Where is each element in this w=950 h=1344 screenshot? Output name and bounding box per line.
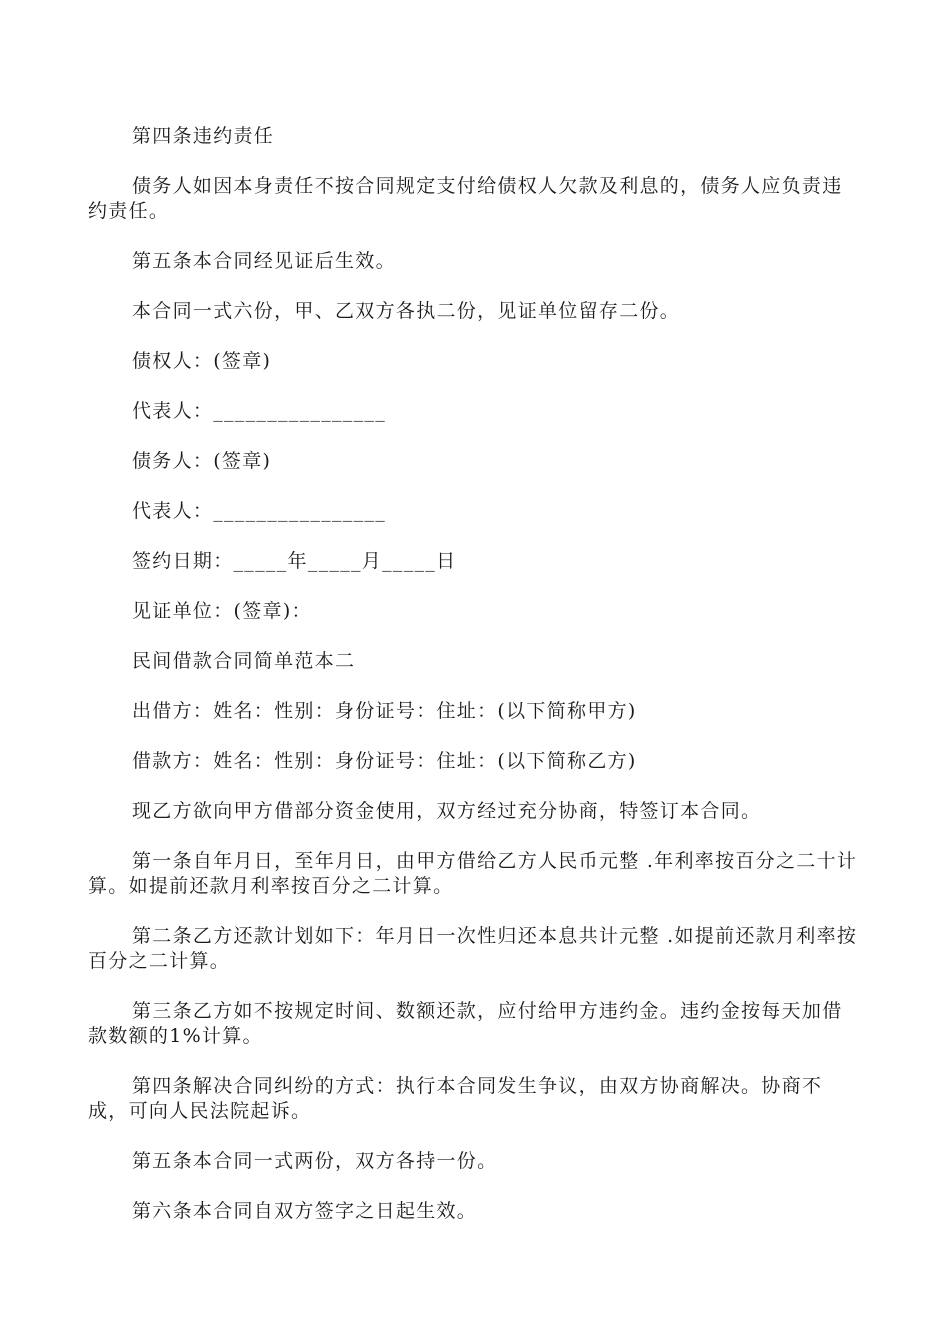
paragraph-clause-2: 第二条乙方还款计划如下：年月日一次性归还本息共计元整 .如提前还款月利率按百分之二计算。 bbox=[88, 925, 858, 972]
paragraph-breach-liability: 债务人如因本身责任不按合同规定支付给债权人欠款及利息的，债务人应负责违约责任。 bbox=[88, 175, 843, 222]
paragraph-intro: 现乙方欲向甲方借部分资金使用，双方经过充分协商，特签订本合同。 bbox=[132, 800, 762, 822]
paragraph-article-5: 第五条本合同经见证后生效。 bbox=[132, 250, 396, 272]
paragraph-copies: 本合同一式六份，甲、乙双方各执二份，见证单位留存二份。 bbox=[132, 300, 681, 322]
paragraph-creditor-representative: 代表人：________________ bbox=[132, 400, 386, 422]
paragraph-clause-1: 第一条自年月日，至年月日，由甲方借给乙方人民币元整 .年利率按百分之二十计算。如提前还款月利率按百分之二计算。 bbox=[88, 850, 858, 897]
paragraph-clause-3: 第三条乙方如不按规定时间、数额还款，应付给甲方违约金。违约金按每天加借款数额的1%计算。 bbox=[88, 1000, 843, 1047]
paragraph-witness-unit: 见证单位：(签章)： bbox=[132, 600, 312, 622]
paragraph-borrower: 借款方：姓名：性别：身份证号：住址：(以下简称乙方) bbox=[132, 750, 637, 772]
paragraph-debtor-representative: 代表人：________________ bbox=[132, 500, 386, 522]
paragraph-lender: 出借方：姓名：性别：身份证号：住址：(以下简称甲方) bbox=[132, 700, 637, 722]
paragraph-clause-4: 第四条解决合同纠纷的方式：执行本合同发生争议，由双方协商解决。协商不成，可向人民法院起诉。 bbox=[88, 1075, 823, 1122]
paragraph-article-4-title: 第四条违约责任 bbox=[132, 125, 275, 147]
paragraph-creditor-signature: 债权人：(签章) bbox=[132, 350, 272, 372]
paragraph-debtor-signature: 债务人：(签章) bbox=[132, 450, 272, 472]
paragraph-sign-date: 签约日期：_____年_____月_____日 bbox=[132, 550, 457, 572]
paragraph-template-2-title: 民间借款合同简单范本二 bbox=[132, 650, 356, 672]
paragraph-clause-5: 第五条本合同一式两份，双方各持一份。 bbox=[132, 1150, 498, 1172]
paragraph-clause-6: 第六条本合同自双方签字之日起生效。 bbox=[132, 1200, 478, 1222]
